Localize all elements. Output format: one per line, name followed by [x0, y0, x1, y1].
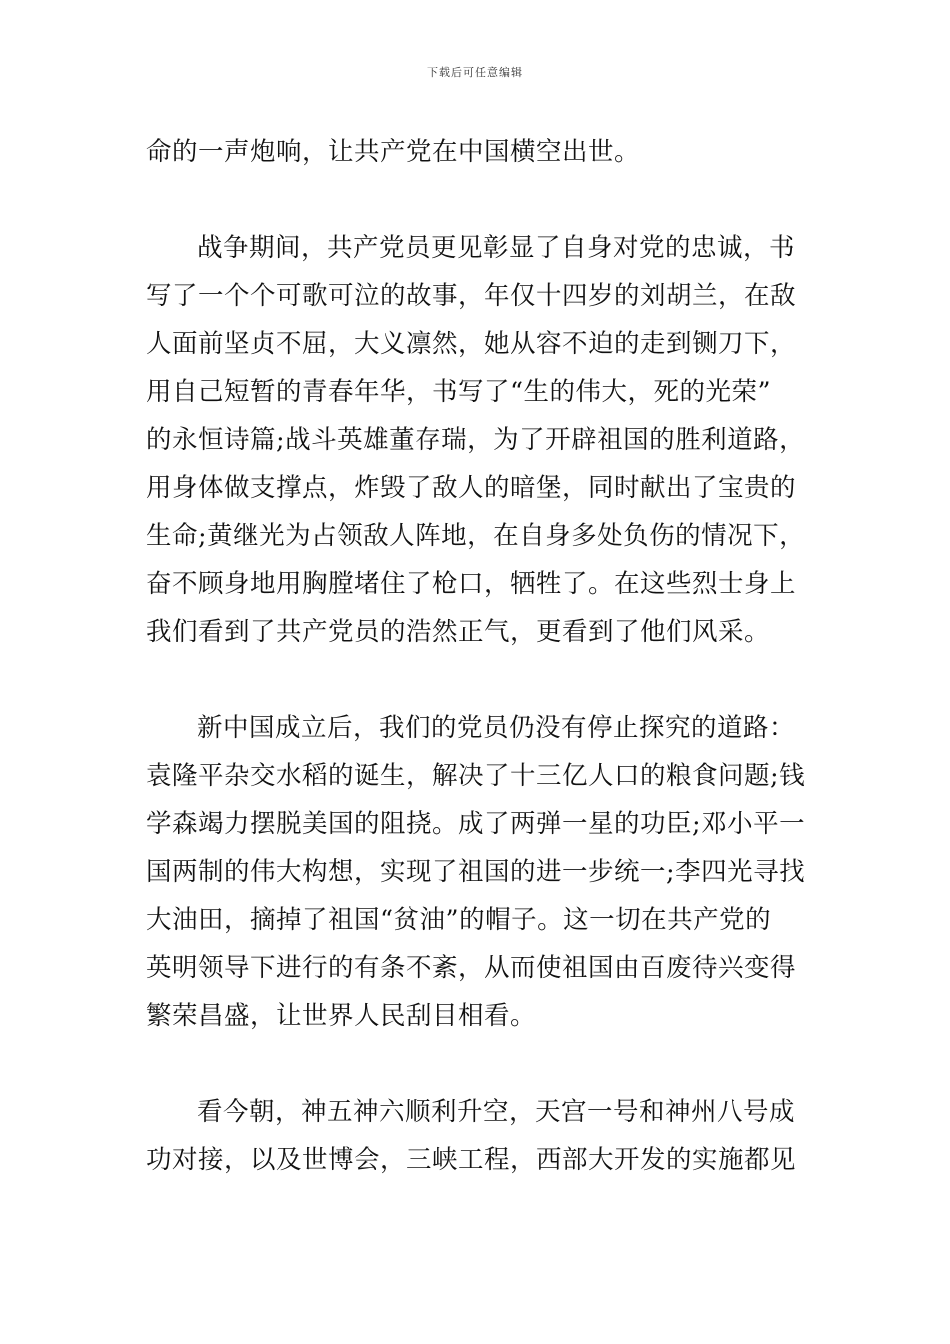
text-line: 写了一个个可歌可泣的故事，年仅十四岁的刘胡兰，在敌 — [146, 281, 797, 311]
paragraph-3 — [146, 704, 810, 1040]
text-line: 繁荣昌盛，让世界人民刮目相看。 — [146, 1001, 537, 1031]
paragraph-gap — [146, 1040, 810, 1088]
paragraph-gap — [146, 176, 810, 224]
paragraph-1 — [146, 128, 810, 176]
text-line: 功对接，以及世博会，三峡工程，西部大开发的实施都见 — [146, 1145, 797, 1175]
text-line: 英明领导下进行的有条不紊，从而使祖国由百废待兴变得 — [146, 953, 797, 983]
paragraph-2 — [146, 224, 810, 656]
text-line: 人面前坚贞不屈，大义凛然，她从容不迫的走到铡刀下， — [146, 329, 797, 359]
text-line: 奋不顾身地用胸膛堵住了枪口，牺牲了。在这些烈士身上 — [146, 569, 797, 599]
text-line: 学森竭力摆脱美国的阻挠。成了两弹一星的功臣;邓小平一 — [146, 809, 806, 839]
text-line: 大油田，摘掉了祖国“贫油”的帽子。这一切在共产党的 — [146, 905, 772, 935]
text-line: 国两制的伟大构想，实现了祖国的进一步统一;李四光寻找 — [146, 857, 806, 887]
text-line: 命的一声炮响，让共产党在中国横空出世。 — [146, 137, 641, 167]
text-line: 的永恒诗篇;战斗英雄董存瑞，为了开辟祖国的胜利道路， — [146, 425, 806, 455]
header-note: 下载后可任意编辑 — [427, 66, 523, 79]
paragraph-gap — [146, 656, 810, 704]
text-line: 用身体做支撑点，炸毁了敌人的暗堡，同时献出了宝贵的 — [146, 473, 797, 503]
paragraph-4 — [146, 1088, 810, 1184]
text-line: 用自己短暂的青春年华，书写了“生的伟大，死的光荣” — [146, 377, 772, 407]
text-line: 生命;黄继光为占领敌人阵地，在自身多处负伤的情况下， — [146, 521, 806, 551]
text-line: 袁隆平杂交水稻的诞生，解决了十三亿人口的粮食问题;钱 — [146, 761, 806, 791]
text-line: 我们看到了共产党员的浩然正气，更看到了他们风采。 — [146, 617, 771, 647]
text-line: 新中国成立后，我们的党员仍没有停止探究的道路： — [197, 713, 796, 743]
text-line: 看今朝，神五神六顺利升空，天宫一号和神州八号成 — [197, 1097, 796, 1127]
document-body — [146, 128, 810, 1184]
text-line: 战争期间，共产党员更见彰显了自身对党的忠诚，书 — [197, 233, 796, 263]
